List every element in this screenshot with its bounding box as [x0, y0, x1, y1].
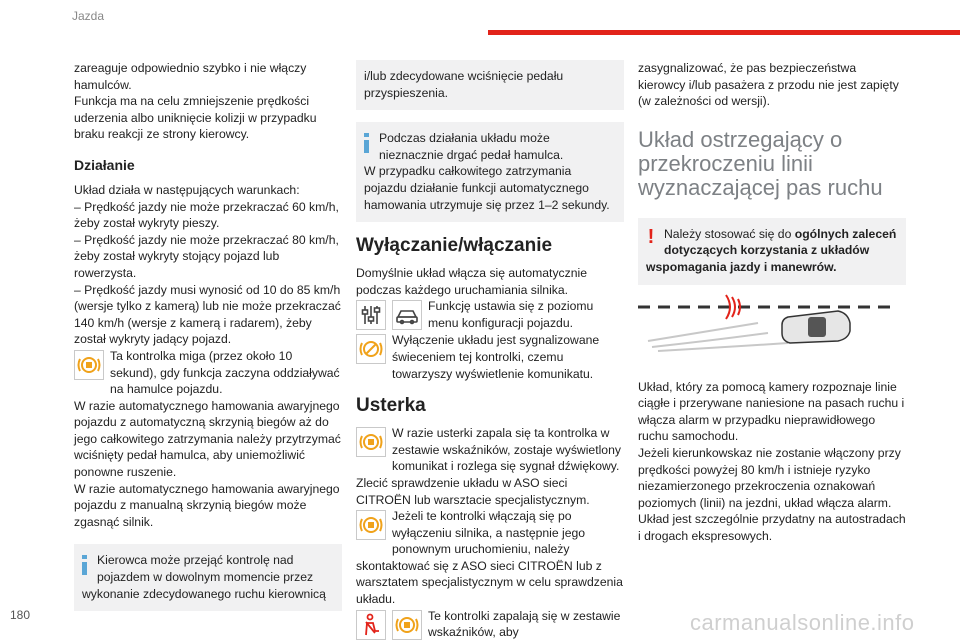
active-safety-brake-warning-icon [356, 334, 386, 364]
info-icon [82, 555, 87, 575]
info-box [356, 122, 624, 222]
section-label: Jazda [72, 9, 105, 23]
paragraph: Te kontrolki zapalają się w zestawie wskaźników, aby [428, 608, 621, 640]
paragraph: W razie automatycznego hamowania awaryjnego pojazdu z automatyczną skrzynią biegów aż do jego całkowitego zatrzymania należy przytrzymać wciśnięty pedał hamulca, aby uniemożliwić ponowne ruszenie. [74, 398, 341, 480]
info-box [74, 544, 342, 611]
exclamation-icon: ! [647, 225, 655, 248]
watermark: carmanualsonline.info [690, 610, 915, 635]
seatbelt-warning-icon [356, 610, 386, 640]
paragraph: – Prędkość jazdy nie może przekraczać 60 km/h, żeby został wykryty pieszy. [74, 199, 339, 231]
paragraph: W razie automatycznego hamowania awaryjnego pojazdu z manualną skrzynią biegów może zgasnąć silnik. [74, 481, 340, 529]
settings-menu-icon [356, 300, 386, 330]
info-text: i/lub zdecydowane wciśnięcie pedału przyspieszenia. [364, 69, 564, 100]
paragraph: Układ działa w następujących warunkach: [74, 182, 300, 197]
warning-box [638, 218, 906, 285]
heading-dzialanie: Działanie [74, 156, 135, 173]
lane-departure-illustration [638, 293, 898, 353]
paragraph: Domyślnie układ włącza się automatycznie podczas każdego uruchamiania silnika. [356, 266, 587, 297]
paragraph: – Prędkość jazdy musi wynosić od 10 do 85 km/h (wersje tylko z kamerą) lub nie może przekraczać 140 km/h (wersje z kamerą i radarem), żeby został wykryty jadący pojazd. [74, 282, 341, 347]
paragraph: – Prędkość jazdy nie może przekraczać 80 km/h, żeby został wykryty stojący pojazd lub rowerzysta. [74, 232, 339, 280]
paragraph: Wyłączenie układu jest sygnalizowane świeceniem tej kontrolki, czemu towarzyszy wyświetlenie komunikatu. [392, 333, 600, 381]
fault-lamp-row [356, 425, 624, 475]
paragraph: Układ, który za pomocą kamery rozpoznaje linie ciągłe i przerywane naniesione na pasach ruchu i włącza alarm w przypadku nieprawidłowego ruchu samochodu. [638, 379, 905, 444]
heading-wylaczanie: Wyłączanie/włączanie [356, 235, 553, 257]
paragraph: Ta kontrolka miga (przez około 10 sekund), gdy funkcja zaczyna oddziaływać na hamulce pojazdu. [110, 348, 340, 397]
paragraph: zasygnalizować, że pas bezpieczeństwa kierowcy i/lub pasażera z przodu nie jest zapięty (w zależności od wersji). [638, 61, 899, 109]
column-1 [74, 60, 342, 611]
active-safety-brake-warning-icon [74, 350, 104, 380]
disabled-lamp-row [356, 332, 624, 382]
paragraph: Jeżeli te kontrolki włączają się po wyłączeniu silnika, a następnie jego ponownym uruchomieniu, należy skontaktować się z ASO sieci CITROËN lub z warsztatem specjalistycznym w celu sprawdzenia układu. [356, 509, 623, 607]
info-text: W przypadku całkowitego zatrzymania pojazdu działanie funkcji automatycznego hamowania utrzymuje się przez 1–2 sekundy. [364, 164, 610, 212]
active-safety-brake-warning-icon [356, 427, 386, 457]
paragraph: Funkcja ma na celu zmniejszenie prędkości uderzenia albo uniknięcie kolizji w przypadku braku reakcji ze strony kierowcy. [74, 94, 317, 142]
paragraph: Zlecić sprawdzenie układu w ASO sieci CITROËN lub warsztacie specjalistycznym. [356, 475, 590, 507]
page-number: 180 [10, 608, 31, 622]
heading-usterka: Usterka [356, 395, 426, 417]
restart-lamp-row [356, 508, 624, 608]
warning-text: Należy stosować się do [664, 226, 792, 241]
seatbelt-lamp-row [356, 608, 624, 642]
settings-icon-row [356, 298, 624, 332]
paragraph: Układ jest szczególnie przydatny na autostradach i drogach ekspresowych. [638, 512, 906, 543]
info-text: Kierowca może przejąć kontrolę nad pojazdem w dowolnym momencie przez wykonanie zdecydowanego ruchu kierownicą [82, 553, 326, 601]
paragraph: Funkcję ustawia się z poziomu menu konfiguracji pojazdu. [428, 299, 594, 330]
active-safety-brake-warning-icon [392, 610, 422, 640]
warning-lamp-row [74, 348, 342, 398]
paragraph: Jeżeli kierunkowskaz nie zostanie włączony przy prędkości powyżej 80 km/h i istnieje ryzyko niezamierzonego przekroczenia oznakowań poziomych (linii) na jezdni, układ włącza alarm. [638, 445, 901, 510]
warning-text-bold: ogólnych zaleceń dotyczących korzystania z układów wspomagania jazdy i manewrów. [646, 226, 897, 274]
info-box-continued [356, 60, 624, 110]
info-icon [364, 133, 369, 153]
heading-lane-departure: Układ ostrzegający o przekroczeniu linii wyznaczającej pas ruchu [638, 126, 883, 200]
active-safety-brake-warning-icon [356, 510, 386, 540]
car-config-icon [392, 300, 422, 330]
column-3 [638, 60, 906, 545]
header-accent-bar [488, 30, 960, 35]
info-text: Podczas działania układu może nieznacznie drgać pedał hamulca. [379, 131, 564, 162]
paragraph: W razie usterki zapala się ta kontrolka w zestawie wskaźników, zostaje wyświetlony komunikat i rozlega się sygnał dźwiękowy. [392, 426, 621, 474]
paragraph: zareaguje odpowiednio szybko i nie włączy hamulców. [74, 61, 307, 92]
column-2 [356, 60, 624, 642]
